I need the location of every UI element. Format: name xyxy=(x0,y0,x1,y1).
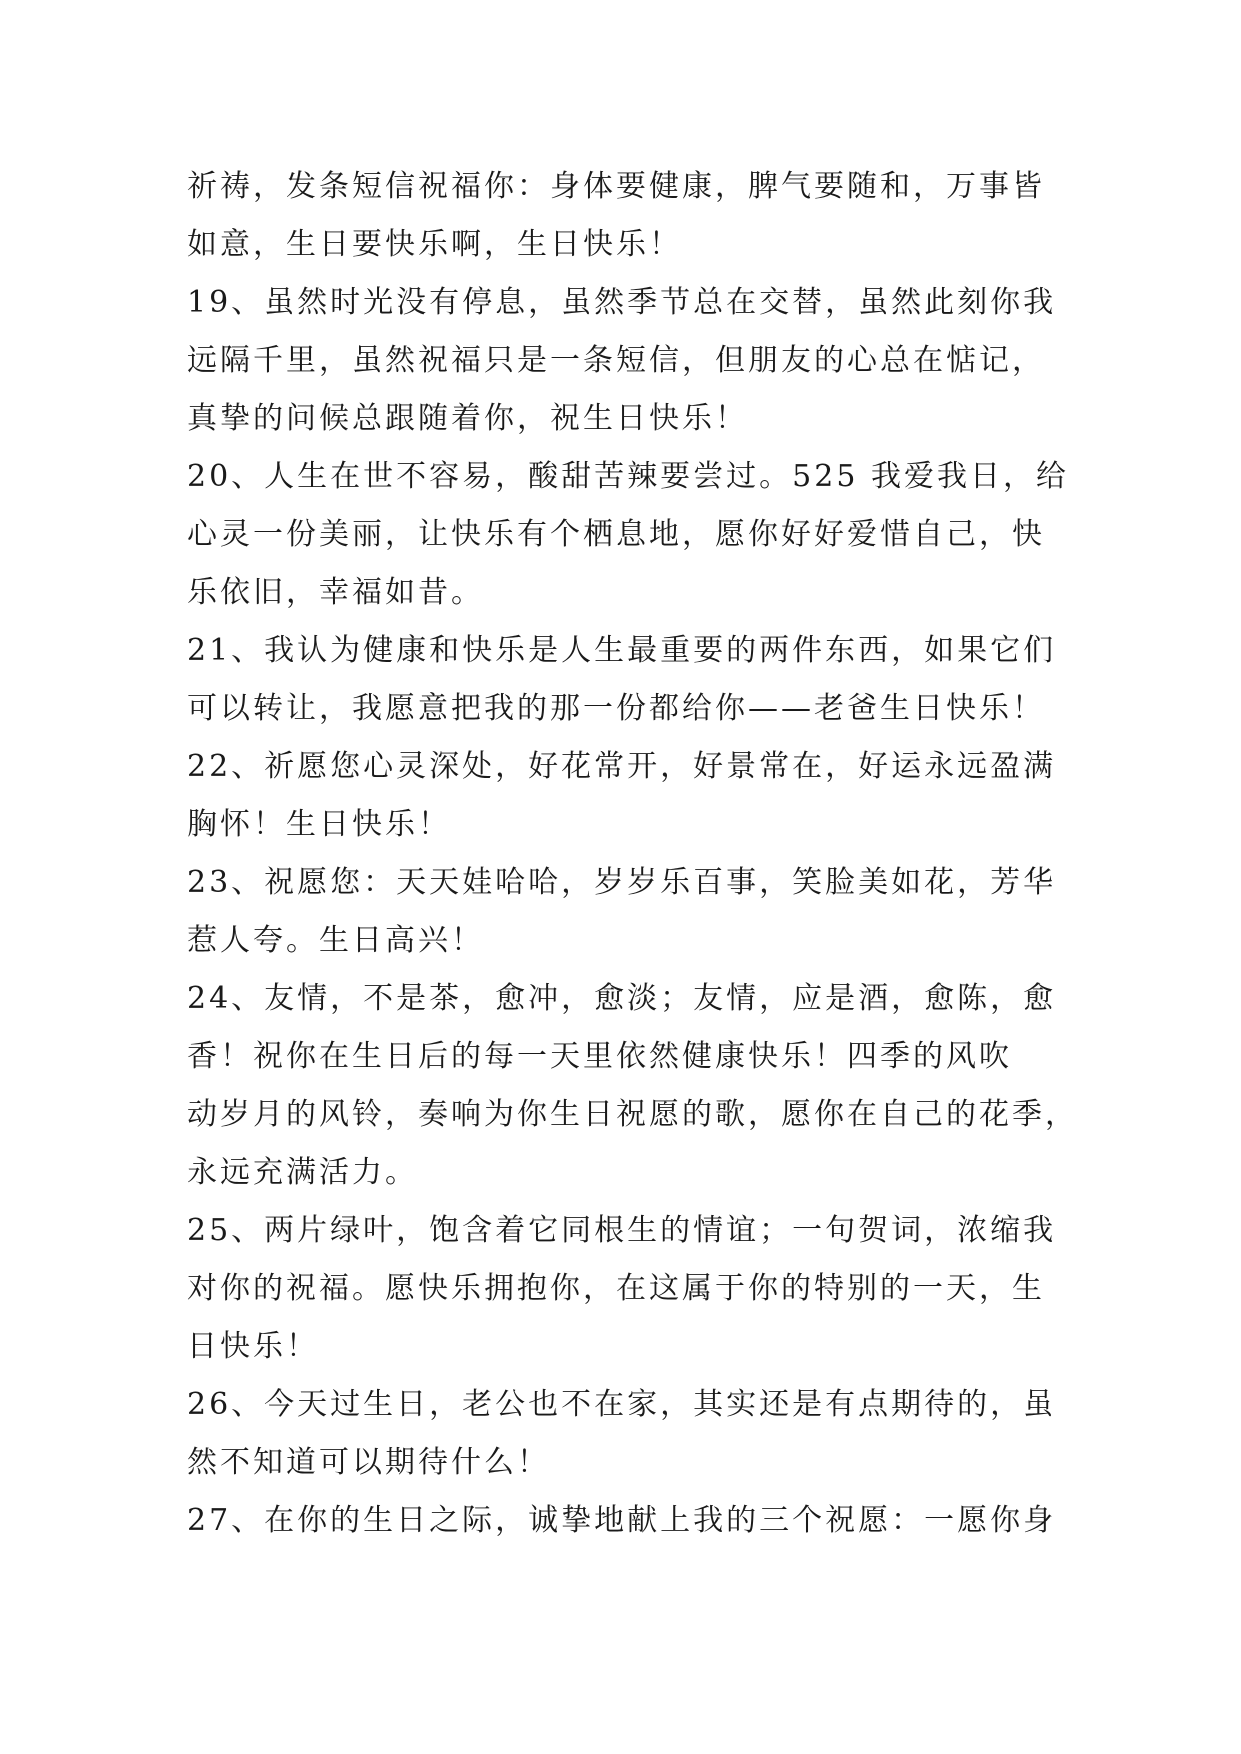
text-line: 日快乐！ xyxy=(187,1329,319,1364)
text-line: 胸怀！生日快乐！ xyxy=(187,807,451,842)
text-line: 21、我认为健康和快乐是人生最重要的两件东西，如果它们 xyxy=(187,633,1057,668)
text-line: 惹人夸。生日高兴！ xyxy=(187,923,484,958)
text-line: 20、人生在世不容易，酸甜苦辣要尝过。525 我爱我日，给 xyxy=(187,459,1069,494)
text-line: 对你的祝福。愿快乐拥抱你，在这属于你的特别的一天，生 xyxy=(187,1271,1045,1306)
text-line: 远隔千里，虽然祝福只是一条短信，但朋友的心总在惦记， xyxy=(187,343,1045,378)
text-line: 动岁月的风铃，奏响为你生日祝愿的歌，愿你在自己的花季， xyxy=(187,1097,1078,1132)
text-line: 真挚的问候总跟随着你，祝生日快乐！ xyxy=(187,401,748,436)
text-line: 香！祝你在生日后的每一天里依然健康快乐！四季的风吹 xyxy=(187,1039,1012,1074)
text-line: 22、祈愿您心灵深处，好花常开，好景常在，好运永远盈满 xyxy=(187,749,1057,784)
text-line: 27、在你的生日之际，诚挚地献上我的三个祝愿：一愿你身 xyxy=(187,1503,1057,1538)
text-line: 心灵一份美丽，让快乐有个栖息地，愿你好好爱惜自己，快 xyxy=(187,517,1045,552)
text-line: 然不知道可以期待什么！ xyxy=(187,1445,550,1480)
text-line: 如意，生日要快乐啊，生日快乐！ xyxy=(187,227,682,262)
text-line: 乐依旧，幸福如昔。 xyxy=(187,575,484,610)
text-line: 23、祝愿您：天天娃哈哈，岁岁乐百事，笑脸美如花，芳华 xyxy=(187,865,1057,900)
document-body xyxy=(187,158,1078,1550)
text-line: 可以转让，我愿意把我的那一份都给你——老爸生日快乐！ xyxy=(187,691,1045,726)
text-line: 永远充满活力。 xyxy=(187,1155,418,1190)
text-line: 24、友情，不是茶，愈冲，愈淡；友情，应是酒，愈陈，愈 xyxy=(187,981,1057,1016)
text-line: 19、虽然时光没有停息，虽然季节总在交替，虽然此刻你我 xyxy=(187,285,1057,320)
text-line: 26、今天过生日，老公也不在家，其实还是有点期待的，虽 xyxy=(187,1387,1057,1422)
text-line: 祈祷，发条短信祝福你：身体要健康，脾气要随和，万事皆 xyxy=(187,169,1045,204)
text-line: 25、两片绿叶，饱含着它同根生的情谊；一句贺词，浓缩我 xyxy=(187,1213,1057,1248)
